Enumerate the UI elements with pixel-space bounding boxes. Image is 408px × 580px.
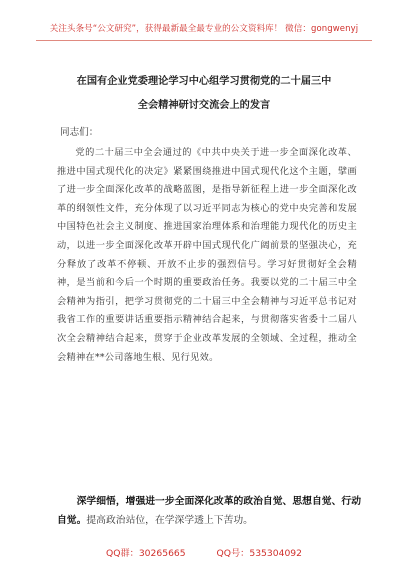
section-heading: 深学细悟，增强进一步全面深化改革的政治自觉、思想自觉、行动自觉。 — [57, 496, 361, 526]
header-banner: 关注头条号“公文研究”，获得最新最全最专业的公文资料库！ 微信：gongwenyj — [49, 24, 359, 34]
header-divider — [36, 40, 372, 41]
footer — [0, 545, 408, 559]
section-paragraph — [57, 492, 361, 530]
document-title-line1: 在国有企业党委理论学习中心组学习贯彻党的二十届三中 — [76, 76, 332, 87]
footer-qq: QQ号：535304092 — [216, 548, 302, 559]
document-title-line2: 全会精神研讨交流会上的发言 — [137, 100, 271, 111]
body-paragraph: 党的二十届三中全会通过的《中共中央关于进一步全面深化改革、推进中国式现代化的决定》紧紧围绕推进中国式现代化这个主题，擘画了进一步全面深化改革的战略蓝图，是指导新征程上进一步全面深化改革的纲领性文件，充分体现了以习近平同志为核心的党中央完善和发展中国特色社会主义制度、推进国家治理体系和治理能力现代化的历史主动，以进一步全面深化改革开辟中国式现代化广阔前景的坚强决心，充分释放了改革不停顿、开放不止步的强烈信号。学习好贯彻好全会精神，是当前和今后一个时期的重要政治任务。我要以党的二十届三中全会精神为指引，把学习贯彻党的二十届三中全会精神与习近平总书记对我省工作的重要讲话重要指示精神结合起来，与贯彻落实省委十二届八次全会精神结合起来，贯穿于企业改革发展的全领域、全过程，推动全会精神在**公司落地生根、见行见效。 — [57, 147, 357, 363]
salutation: 同志们： — [60, 127, 99, 138]
section-text: 提高政治站位，在学深学透上下苦功。 — [86, 515, 253, 526]
footer-qq-group: QQ群：30265665 — [106, 548, 186, 559]
